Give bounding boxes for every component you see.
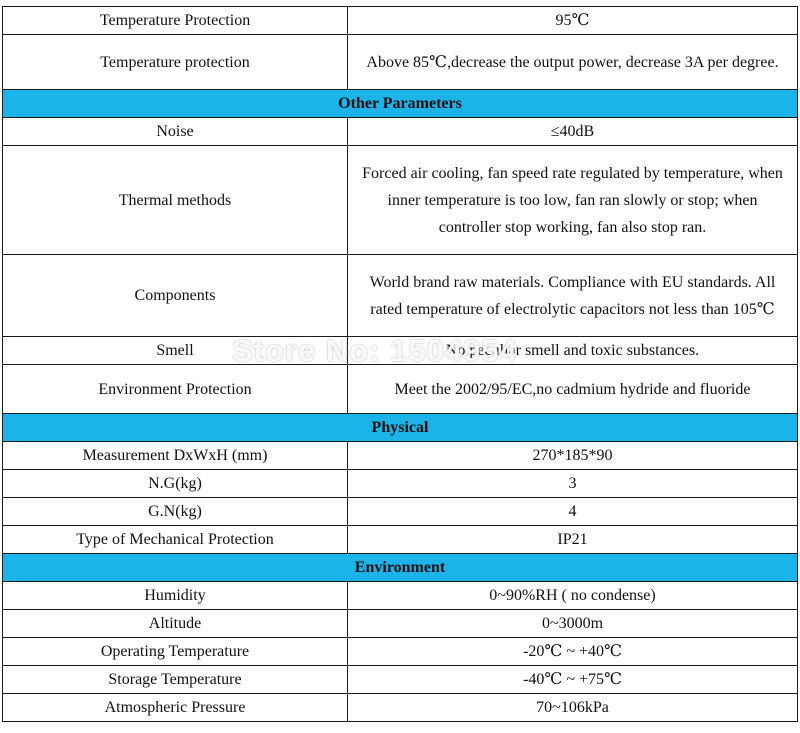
- table-row: [3, 526, 798, 554]
- spec-key: Temperature Protection: [3, 7, 348, 35]
- spec-value: IP21: [348, 526, 798, 554]
- section-header-row: [3, 554, 798, 582]
- table-row: [3, 7, 798, 35]
- spec-value: 4: [348, 498, 798, 526]
- spec-value: ≤40dB: [348, 118, 798, 146]
- spec-key: Temperature protection: [3, 35, 348, 90]
- table-row: [3, 638, 798, 666]
- table-row: [3, 694, 798, 722]
- section-header-row: [3, 414, 798, 442]
- table-row: [3, 255, 798, 337]
- table-row: [3, 582, 798, 610]
- table-row: [3, 610, 798, 638]
- spec-value: Above 85℃,decrease the output power, decrease 3A per degree.: [348, 35, 798, 90]
- store-watermark: Store No: 1504954: [232, 333, 518, 368]
- spec-key: N.G(kg): [3, 470, 348, 498]
- spec-value: 270*185*90: [348, 442, 798, 470]
- spec-table: [2, 6, 798, 722]
- section-title: Physical: [3, 414, 798, 442]
- spec-key: Type of Mechanical Protection: [3, 526, 348, 554]
- spec-value: 95℃: [348, 7, 798, 35]
- spec-value: World brand raw materials. Compliance with EU standards. All rated temperature of electrolytic capacitors not less than 105℃: [348, 255, 798, 337]
- spec-key: Altitude: [3, 610, 348, 638]
- spec-key: Environment Protection: [3, 365, 348, 414]
- section-header-row: [3, 90, 798, 118]
- spec-value: -40℃ ~ +75℃: [348, 666, 798, 694]
- spec-key: Operating Temperature: [3, 638, 348, 666]
- table-row: [3, 442, 798, 470]
- table-row: [3, 35, 798, 90]
- spec-key: Noise: [3, 118, 348, 146]
- spec-value: 0~3000m: [348, 610, 798, 638]
- spec-key: Thermal methods: [3, 146, 348, 255]
- spec-key: Components: [3, 255, 348, 337]
- spec-value: No peculiar smell and toxic substances.: [348, 337, 798, 365]
- spec-value: Forced air cooling, fan speed rate regulated by temperature, when inner temperature is too low, fan ran slowly or stop; when controller stop working, fan also stop ran.: [348, 146, 798, 255]
- spec-key: Measurement DxWxH (mm): [3, 442, 348, 470]
- spec-key: Smell: [3, 337, 348, 365]
- spec-key: Storage Temperature: [3, 666, 348, 694]
- spec-value: Meet the 2002/95/EC,no cadmium hydride and fluoride: [348, 365, 798, 414]
- table-row: [3, 118, 798, 146]
- table-row: [3, 146, 798, 255]
- table-row: [3, 470, 798, 498]
- table-row: [3, 666, 798, 694]
- table-row: [3, 365, 798, 414]
- spec-value: 0~90%RH ( no condense): [348, 582, 798, 610]
- table-row: [3, 498, 798, 526]
- spec-key: Atmospheric Pressure: [3, 694, 348, 722]
- spec-value: 70~106kPa: [348, 694, 798, 722]
- spec-key: G.N(kg): [3, 498, 348, 526]
- spec-key: Humidity: [3, 582, 348, 610]
- table-row: [3, 337, 798, 365]
- section-title: Other Parameters: [3, 90, 798, 118]
- section-title: Environment: [3, 554, 798, 582]
- spec-value: 3: [348, 470, 798, 498]
- spec-value: -20℃ ~ +40℃: [348, 638, 798, 666]
